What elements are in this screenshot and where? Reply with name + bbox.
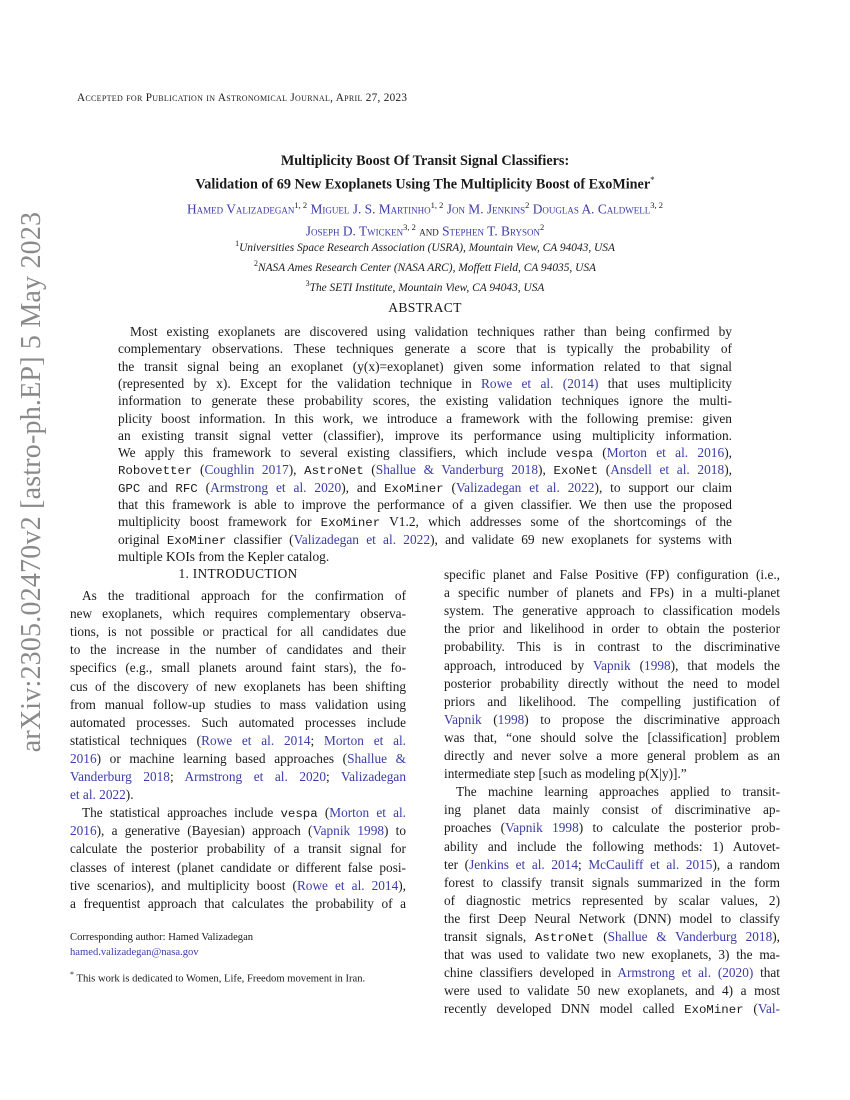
body-text-line: [70, 786, 406, 804]
text-run: (: [598, 462, 611, 478]
body-text-line: [444, 711, 780, 729]
code-term: ExoMiner: [166, 533, 227, 548]
author-list: [90, 196, 760, 241]
body-text-line: [444, 946, 780, 964]
body-text-line: [444, 584, 780, 602]
text-run: ability and include the following methods: 1) Autovet-: [444, 838, 780, 854]
text-run: ;: [169, 769, 185, 784]
body-text-line: [444, 819, 780, 837]
text-run: ),: [724, 445, 733, 461]
footnote-mark: *: [70, 970, 74, 979]
citation-link[interactable]: Armstrong et al. 2020: [210, 479, 342, 495]
text-run: information to generate these probability scores, the existing validation techniques ignore the multi-: [118, 393, 732, 409]
body-text-line: [444, 602, 780, 620]
citation-link[interactable]: et al. 2022: [70, 787, 126, 803]
text-run: We apply this framework to several existing classifiers, which include: [118, 445, 556, 461]
citation-link[interactable]: Morton et al.: [324, 732, 406, 748]
footnote: [70, 968, 410, 987]
title-line-2: [120, 171, 730, 195]
body-text-line: [444, 783, 780, 801]
body-text-line: [70, 750, 406, 768]
citation-link[interactable]: Jenkins et al. 2014: [469, 856, 578, 872]
text-run: multiple KOIs from the Kepler catalog.: [118, 548, 330, 564]
citation-link[interactable]: Shallue & Vanderburg 2018: [375, 462, 539, 478]
author-name[interactable]: Joseph D. Twicken: [305, 223, 404, 239]
text-run: directly and never solve a more general problem as an: [444, 748, 780, 763]
text-run: Most existing exoplanets are discovered using validation techniques rather than being confirmed by: [130, 324, 732, 339]
body-text-line: [70, 587, 406, 605]
text-run: probability. This is in contrast to the discriminative: [444, 639, 780, 655]
text-run: ), a generative (Bayesian) approach (: [96, 823, 313, 839]
body-text-line: [444, 657, 780, 675]
body-text-line: [444, 910, 780, 928]
body-text-line: [70, 859, 406, 877]
text-run: approach, introduced by: [444, 657, 593, 673]
body-text-line: [70, 605, 406, 623]
abstract-line: [118, 479, 732, 498]
text-run: cus of the discovery of new exoplanets has been shifting: [70, 678, 406, 694]
body-text-line: [444, 838, 780, 856]
author-affiliation-marker: 1, 2: [430, 200, 444, 210]
author-name[interactable]: Stephen T. Bryson: [442, 223, 540, 239]
author-affiliation-marker: 3, 2: [650, 200, 664, 210]
text-run: The statistical approaches include: [82, 805, 281, 821]
affiliation-text: NASA Ames Research Center (NASA ARC), Moffett Field, CA 94035, USA: [258, 261, 596, 274]
affiliation-text: The SETI Institute, Mountain View, CA 94043, USA: [309, 281, 545, 294]
citation-link[interactable]: Vapnik 1998: [312, 823, 384, 839]
corresponding-author-label: Corresponding author: Hamed Valizadegan: [70, 932, 254, 943]
text-run: was that, “one should solve the [classification] problem: [444, 729, 780, 745]
text-run: priors and likelihood. The compelling justification of: [444, 693, 780, 709]
text-run: ) to propose the discriminative approach: [524, 711, 780, 727]
text-run: ),: [288, 462, 305, 478]
code-term: ExoNet: [553, 464, 599, 479]
body-text-line: [444, 1000, 780, 1019]
citation-link[interactable]: McCauliff et al. 2015: [588, 856, 713, 872]
text-run: chine classifiers developed in: [444, 965, 618, 981]
abstract-line: [118, 358, 732, 375]
citation-link[interactable]: Armstrong et al. 2020: [184, 769, 326, 784]
body-text-line: [444, 620, 780, 638]
citation-link[interactable]: Valizadegan: [341, 769, 406, 784]
text-run: ;: [577, 856, 589, 872]
text-run: ),: [398, 877, 406, 893]
abstract-line: [118, 548, 732, 565]
text-run: ing planet data mainly consist of discriminative ap-: [444, 802, 780, 818]
corresponding-author: [70, 930, 253, 960]
body-text-line: [444, 675, 780, 693]
text-run: (: [192, 462, 205, 478]
citation-link[interactable]: Vapnik 1998: [505, 820, 579, 836]
body-text-line: [444, 856, 780, 874]
body-text-line: [70, 623, 406, 641]
body-text-line: [70, 641, 406, 659]
author-line-1: [90, 196, 760, 218]
citation-link[interactable]: Morton et al.: [329, 805, 406, 821]
text-run: ), to support our claim: [594, 479, 732, 495]
text-run: plicity boost information. In this work, we introduce a framework with the following premise: given: [118, 410, 732, 426]
text-run: ) to calculate the posterior prob-: [578, 820, 780, 836]
code-term: ExoMiner: [684, 1003, 744, 1018]
text-run: that uses multiplicity: [598, 375, 732, 391]
text-run: that was used to validate two new exoplanets, 3) the ma-: [444, 947, 780, 963]
text-run: complementary observations. These techniques generate a score that is typically the probability of: [118, 341, 732, 357]
citation-link[interactable]: Vanderburg 2018: [70, 769, 170, 784]
text-run: original: [118, 531, 167, 547]
text-run: (: [594, 929, 608, 944]
text-run: recently developed DNN model called: [444, 1001, 685, 1017]
body-text-line: [70, 822, 406, 840]
citation-link[interactable]: Vapnik: [444, 711, 482, 727]
code-term: vespa: [555, 447, 594, 462]
text-run: tive scenarios), and multiplicity boost (: [70, 877, 297, 893]
citation-link[interactable]: Ansdell et al. 2018: [610, 462, 725, 478]
body-text-line: [444, 638, 780, 656]
text-run: statistical techniques (: [70, 732, 202, 748]
text-run: automated processes. Such automated processes include: [70, 714, 406, 730]
text-run: proaches (: [444, 820, 506, 836]
affiliation: [90, 256, 760, 276]
text-run: that this framework is able to improve the performance of a given classifier. We then use the proposed: [118, 497, 732, 512]
abstract-line: [118, 340, 732, 357]
text-run: the prior and likelihood in order to obtain the posterior: [444, 621, 780, 637]
affiliation-number: 3: [305, 278, 310, 288]
citation-link[interactable]: Valizadegan et al. 2022: [455, 479, 595, 495]
text-run: ),: [724, 462, 733, 478]
code-term: ExoMiner: [384, 481, 444, 496]
text-run: the first Deep Neural Network (DNN) model to classify: [444, 910, 780, 926]
text-run: (: [630, 657, 645, 673]
text-run: (represented by x). Except for the validation technique in: [118, 375, 481, 391]
author-name[interactable]: Hamed Valizadegan: [186, 201, 295, 217]
citation-link[interactable]: Rowe et al. 2014: [296, 877, 399, 893]
text-run: that: [753, 965, 781, 981]
author-name[interactable]: Miguel J. S. Martinho: [310, 201, 431, 217]
body-text-line: [70, 696, 406, 714]
body-text-line: [444, 747, 780, 765]
title-line-2-text: Validation of 69 New Exoplanets Using The Multiplicity Boost of ExoMiner: [195, 176, 651, 193]
citation-link[interactable]: 2016: [70, 823, 97, 839]
text-run: intermediate step [such as modeling p(X|y)].”: [444, 766, 687, 782]
text-run: the transit signal being an exoplanet (y(x)=exoplanet) given some information related to that signal: [118, 358, 732, 374]
code-term: RFC: [175, 481, 198, 496]
text-run: tions, is not possible or practical for all candidates due: [70, 624, 406, 640]
citation-link[interactable]: Rowe et al. (2014): [480, 375, 599, 391]
corresponding-email-link[interactable]: hamed.valizadegan@nasa.gov: [70, 947, 199, 958]
citation-link[interactable]: 2016: [70, 750, 97, 766]
running-head: Accepted for Publication in Astronomical Journal, April 27, 2023: [77, 92, 408, 104]
body-text-line: [70, 877, 406, 895]
body-text-line: [444, 566, 780, 584]
text-run: were used to validate 50 new exoplanets, and 4) a most: [444, 983, 780, 999]
text-run: transit signals,: [444, 929, 535, 944]
text-run: of diagnostic metrics represented by scalar values, 2): [444, 892, 780, 908]
citation-link[interactable]: Val-: [757, 1001, 780, 1017]
body-text-line: [70, 678, 406, 696]
code-term: ExoMiner: [320, 516, 381, 531]
author-affiliation-marker: 3, 2: [403, 222, 416, 233]
author-conjunction: and: [419, 223, 439, 239]
text-run: ;: [310, 732, 325, 748]
text-run: ter (: [444, 856, 470, 872]
text-run: (: [593, 445, 607, 461]
author-affiliation-marker: 2: [539, 222, 545, 233]
body-text-line: [444, 982, 780, 1000]
arxiv-stamp: arXiv:2305.02470v2 [astro-ph.EP] 5 May 2023: [16, 211, 47, 753]
code-term: Robovetter: [118, 464, 193, 479]
affiliation-text: Universities Space Research Association (USRA), Mountain View, CA 94043, USA: [239, 241, 615, 254]
body-text-line: [444, 801, 780, 819]
title-line-1: Multiplicity Boost Of Transit Signal Classifiers:: [280, 153, 570, 169]
text-run: forest to classify transit signals summarized in the form: [444, 874, 780, 890]
text-run: (: [443, 479, 456, 495]
footnote-text: This work is dedicated to Women, Life, Freedom movement in Iran.: [76, 973, 366, 985]
affiliation-number: 1: [235, 239, 240, 248]
abstract-line: [118, 410, 732, 427]
author-affiliation-marker: 2: [525, 200, 530, 210]
text-run: ), and: [341, 479, 385, 495]
citation-link[interactable]: Shallue &: [347, 750, 407, 766]
author-name[interactable]: Jon M. Jenkins: [446, 201, 526, 217]
section-heading-introduction: 1. INTRODUCTION: [178, 566, 298, 581]
abstract-line: [118, 496, 732, 513]
text-run: As the traditional approach for the confirmation of: [82, 588, 406, 603]
text-run: (: [743, 1001, 758, 1017]
text-run: V1.2, which addresses some of the shortcomings of the: [380, 514, 732, 530]
text-run: an existing transit signal vetter (classifier), improve its performance using multiplicity information.: [118, 427, 732, 443]
body-text-line: [444, 729, 780, 747]
code-term: GPC: [118, 481, 141, 496]
affiliation-number: 2: [254, 258, 258, 268]
text-run: from manual follow-up studies to mass validation using: [70, 696, 406, 712]
citation-link[interactable]: Shallue & Vanderburg 2018: [607, 929, 773, 944]
affiliation-list: [90, 236, 760, 295]
author-affiliation-marker: 1, 2: [294, 200, 308, 210]
abstract-heading: ABSTRACT: [388, 300, 462, 315]
abstract-line: [118, 375, 732, 392]
text-run: classifier (: [226, 531, 294, 547]
body-text-line: [444, 928, 780, 947]
body-text-line: [70, 840, 406, 858]
text-run: classes of interest (planet candidate or different false posi-: [70, 859, 406, 875]
body-text-line: [70, 804, 406, 823]
body-text-line: [444, 964, 780, 982]
citation-link[interactable]: Armstrong et al. (2020): [617, 965, 754, 981]
text-run: ) to: [384, 823, 406, 839]
text-run: new exoplanets, which requires complementary observa-: [70, 606, 406, 622]
text-run: posterior probability directly without the need to model: [444, 675, 780, 691]
text-run: a specific number of planets and FPs) in a multi-planet: [444, 585, 780, 601]
text-run: (: [197, 479, 211, 495]
affiliation: [90, 276, 760, 296]
abstract-line: [118, 427, 732, 444]
text-run: ), that models the: [670, 657, 780, 673]
text-run: ),: [772, 929, 780, 944]
text-run: ) or machine learning based approaches (: [96, 750, 348, 766]
body-text-line: [444, 693, 780, 711]
body-text-line: [70, 768, 406, 786]
code-term: AstroNet: [304, 464, 364, 479]
text-run: ), and validate 69 new exoplanets for systems with: [430, 531, 732, 547]
text-run: (: [363, 462, 376, 478]
text-run: ).: [125, 787, 134, 803]
citation-link[interactable]: Vapnik: [592, 657, 631, 673]
body-text-line: [70, 895, 406, 913]
body-text-line: [444, 765, 780, 783]
body-text-line: [70, 659, 406, 677]
author-name[interactable]: Douglas A. Caldwell: [532, 201, 651, 217]
text-run: to the increase in the number of candidates and their: [70, 642, 406, 658]
citation-link[interactable]: Rowe et al. 2014: [201, 732, 311, 748]
citation-link[interactable]: Coughlin 2017: [204, 462, 289, 478]
citation-link[interactable]: 1998: [497, 711, 525, 727]
citation-link[interactable]: 1998: [644, 657, 671, 673]
text-run: (: [317, 805, 330, 821]
text-run: a frequentist approach that calculates the probability of a: [70, 895, 406, 911]
text-run: and: [140, 479, 176, 495]
text-run: calculate the posterior probability of a transit signal for: [70, 841, 406, 857]
abstract-line: [118, 392, 732, 409]
text-run: ),: [538, 462, 554, 478]
citation-link[interactable]: Morton et al. 2016: [606, 445, 725, 461]
text-run: multiplicity boost framework for: [118, 514, 321, 530]
affiliation: [90, 236, 760, 256]
text-run: ), a random: [712, 856, 780, 872]
text-run: ;: [325, 769, 342, 784]
text-run: specifics (e.g., small planets around faint stars), the fo-: [70, 660, 406, 676]
code-term: AstroNet: [534, 931, 595, 945]
body-text-line: [70, 714, 406, 732]
text-run: The machine learning approaches applied to transit-: [456, 784, 780, 800]
text-run: specific planet and False Positive (FP) configuration (i.e.,: [444, 567, 780, 582]
body-text-line: [444, 892, 780, 910]
abstract-line: [118, 323, 732, 340]
body-text-line: [70, 732, 406, 750]
text-run: system. The generative approach to classification models: [444, 603, 780, 619]
code-term: vespa: [280, 807, 318, 822]
text-run: (: [481, 711, 498, 727]
body-text-line: [444, 874, 780, 892]
citation-link[interactable]: Valizadegan et al. 2022: [293, 531, 431, 547]
title-footnote-mark: *: [650, 175, 655, 185]
paper-title: [120, 152, 730, 195]
